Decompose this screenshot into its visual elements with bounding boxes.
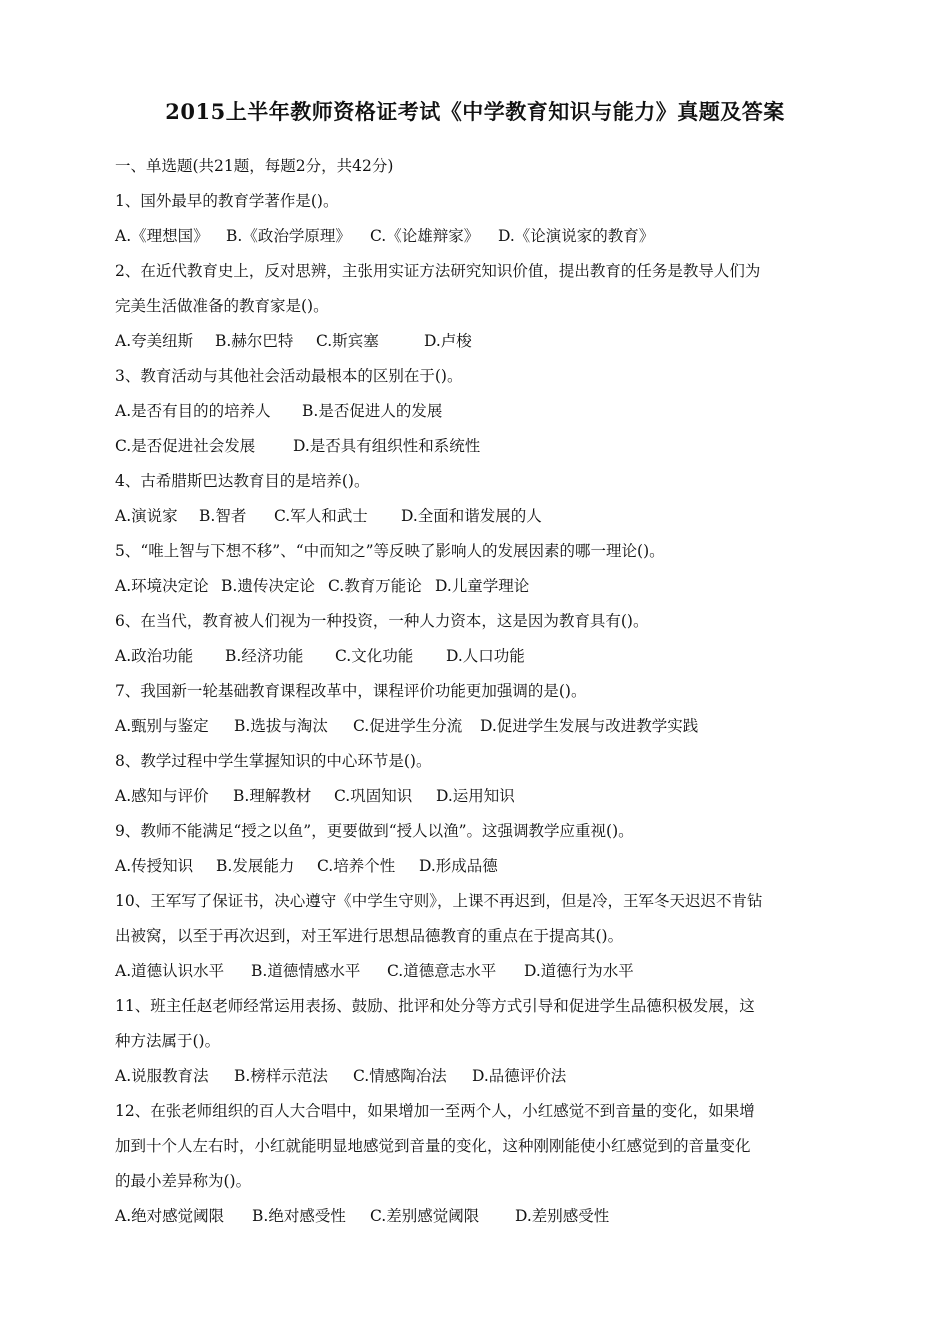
option-d: D.是否具有组织性和系统性 bbox=[293, 437, 481, 455]
question-1 bbox=[115, 184, 845, 254]
option-c: C.是否促进社会发展 bbox=[115, 437, 256, 455]
option-d: D.促进学生发展与改进教学实践 bbox=[480, 717, 699, 735]
option-b: B.《政治学原理》 bbox=[226, 227, 351, 245]
question-text: 11、班主任赵老师经常运用表扬、鼓励、批评和处分等方式引导和促进学生品德积极发展，这 bbox=[115, 997, 755, 1015]
question-text-continued: 的最小差异称为()。 bbox=[115, 1172, 252, 1190]
option-b: B.经济功能 bbox=[225, 647, 304, 665]
question-10 bbox=[115, 884, 845, 989]
option-c: C.斯宾塞 bbox=[316, 332, 379, 350]
option-a: A.是否有目的的培养人 bbox=[115, 402, 271, 420]
option-c: C.文化功能 bbox=[335, 647, 414, 665]
question-text: 6、在当代，教育被人们视为一种投资，一种人力资本，这是因为教育具有()。 bbox=[115, 612, 649, 630]
options-row bbox=[115, 219, 845, 254]
option-a: A.道德认识水平 bbox=[115, 962, 225, 980]
option-a: A.夸美纽斯 bbox=[115, 332, 194, 350]
question-text: 3、教育活动与其他社会活动最根本的区别在于()。 bbox=[115, 367, 463, 385]
question-text-continued: 完美生活做准备的教育家是()。 bbox=[115, 297, 329, 315]
question-text: 5、“唯上智与下想不移”、“中而知之”等反映了影响人的发展因素的哪一理论()。 bbox=[115, 542, 665, 560]
option-b: B.绝对感受性 bbox=[252, 1207, 346, 1225]
question-text: 7、我国新一轮基础教育课程改革中，课程评价功能更加强调的是()。 bbox=[115, 682, 587, 700]
question-12 bbox=[115, 1094, 845, 1234]
option-b: B.道德情感水平 bbox=[251, 962, 361, 980]
question-text: 9、教师不能满足“授之以鱼”，更要做到“授人以渔”。这强调教学应重视()。 bbox=[115, 822, 634, 840]
option-a: A.政治功能 bbox=[115, 647, 194, 665]
options-row bbox=[115, 1059, 845, 1094]
options-row bbox=[115, 639, 845, 674]
option-a: A.传授知识 bbox=[115, 857, 194, 875]
option-c: C.差别感觉阈限 bbox=[370, 1207, 480, 1225]
option-c: C.军人和武士 bbox=[274, 507, 368, 525]
option-b: B.遗传决定论 bbox=[221, 577, 315, 595]
options-row bbox=[115, 779, 845, 814]
question-8 bbox=[115, 744, 845, 814]
option-c: C.《论雄辩家》 bbox=[370, 227, 480, 245]
option-b: B.赫尔巴特 bbox=[215, 332, 294, 350]
option-c: C.情感陶冶法 bbox=[353, 1067, 447, 1085]
option-a: A.感知与评价 bbox=[115, 787, 209, 805]
options-row bbox=[115, 394, 845, 429]
question-text: 2、在近代教育史上，反对思辨，主张用实证方法研究知识价值，提出教育的任务是教导人们为 bbox=[115, 262, 761, 280]
question-2 bbox=[115, 254, 845, 359]
options-row bbox=[115, 849, 845, 884]
question-7 bbox=[115, 674, 845, 744]
options-row bbox=[115, 499, 845, 534]
option-a: A.甄别与鉴定 bbox=[115, 717, 209, 735]
option-b: B.智者 bbox=[199, 507, 247, 525]
option-c: C.教育万能论 bbox=[328, 577, 422, 595]
option-d: D.品德评价法 bbox=[472, 1067, 567, 1085]
question-text: 4、古希腊斯巴达教育目的是培养()。 bbox=[115, 472, 370, 490]
option-b: B.选拔与淘汰 bbox=[234, 717, 328, 735]
question-3 bbox=[115, 359, 845, 464]
question-text-continued: 出被窝，以至于再次迟到，对王军进行思想品德教育的重点在于提高其()。 bbox=[115, 927, 624, 945]
question-text-continued: 加到十个人左右时，小红就能明显地感觉到音量的变化，这种刚刚能使小红感觉到的音量变化 bbox=[115, 1137, 751, 1155]
option-c: C.培养个性 bbox=[317, 857, 396, 875]
option-d: D.形成品德 bbox=[419, 857, 498, 875]
option-a: A.说服教育法 bbox=[115, 1067, 209, 1085]
question-4 bbox=[115, 464, 845, 534]
option-d: D.儿童学理论 bbox=[435, 577, 530, 595]
section-heading: 一、单选题(共21题，每题2分，共42分) bbox=[115, 157, 394, 175]
option-d: D.卢梭 bbox=[424, 332, 472, 350]
option-a: A.演说家 bbox=[115, 507, 178, 525]
options-row bbox=[115, 1199, 845, 1234]
options-row bbox=[115, 954, 845, 989]
option-c: C.巩固知识 bbox=[334, 787, 413, 805]
option-c: C.道德意志水平 bbox=[387, 962, 497, 980]
option-b: B.是否促进人的发展 bbox=[302, 402, 443, 420]
options-row bbox=[115, 709, 845, 744]
question-5 bbox=[115, 534, 845, 604]
option-a: A.绝对感觉阈限 bbox=[115, 1207, 225, 1225]
options-row bbox=[115, 569, 845, 604]
option-d: D.全面和谐发展的人 bbox=[401, 507, 542, 525]
exam-body bbox=[115, 149, 845, 1234]
option-d: D.道德行为水平 bbox=[524, 962, 634, 980]
question-11 bbox=[115, 989, 845, 1094]
question-text: 1、国外最早的教育学著作是()。 bbox=[115, 192, 339, 210]
option-b: B.理解教材 bbox=[233, 787, 312, 805]
question-6 bbox=[115, 604, 845, 674]
question-text: 10、王军写了保证书，决心遵守《中学生守则》，上课不再迟到，但是冷，王军冬天迟迟不肯钻 bbox=[115, 892, 763, 910]
question-text-continued: 种方法属于()。 bbox=[115, 1032, 221, 1050]
option-d: D.人口功能 bbox=[446, 647, 525, 665]
question-text: 8、教学过程中学生掌握知识的中心环节是()。 bbox=[115, 752, 432, 770]
question-9 bbox=[115, 814, 845, 884]
option-d: D.运用知识 bbox=[436, 787, 515, 805]
option-a: A.环境决定论 bbox=[115, 577, 209, 595]
option-b: B.榜样示范法 bbox=[234, 1067, 328, 1085]
question-text: 12、在张老师组织的百人大合唱中，如果增加一至两个人，小红感觉不到音量的变化，如果增 bbox=[115, 1102, 755, 1120]
options-row bbox=[115, 324, 845, 359]
options-row bbox=[115, 429, 845, 464]
option-d: D.《论演说家的教育》 bbox=[498, 227, 655, 245]
option-b: B.发展能力 bbox=[216, 857, 295, 875]
page-title: 2015上半年教师资格证考试《中学教育知识与能力》真题及答案 bbox=[165, 99, 785, 124]
option-c: C.促进学生分流 bbox=[353, 717, 463, 735]
option-a: A.《理想国》 bbox=[115, 227, 209, 245]
option-d: D.差别感受性 bbox=[515, 1207, 610, 1225]
